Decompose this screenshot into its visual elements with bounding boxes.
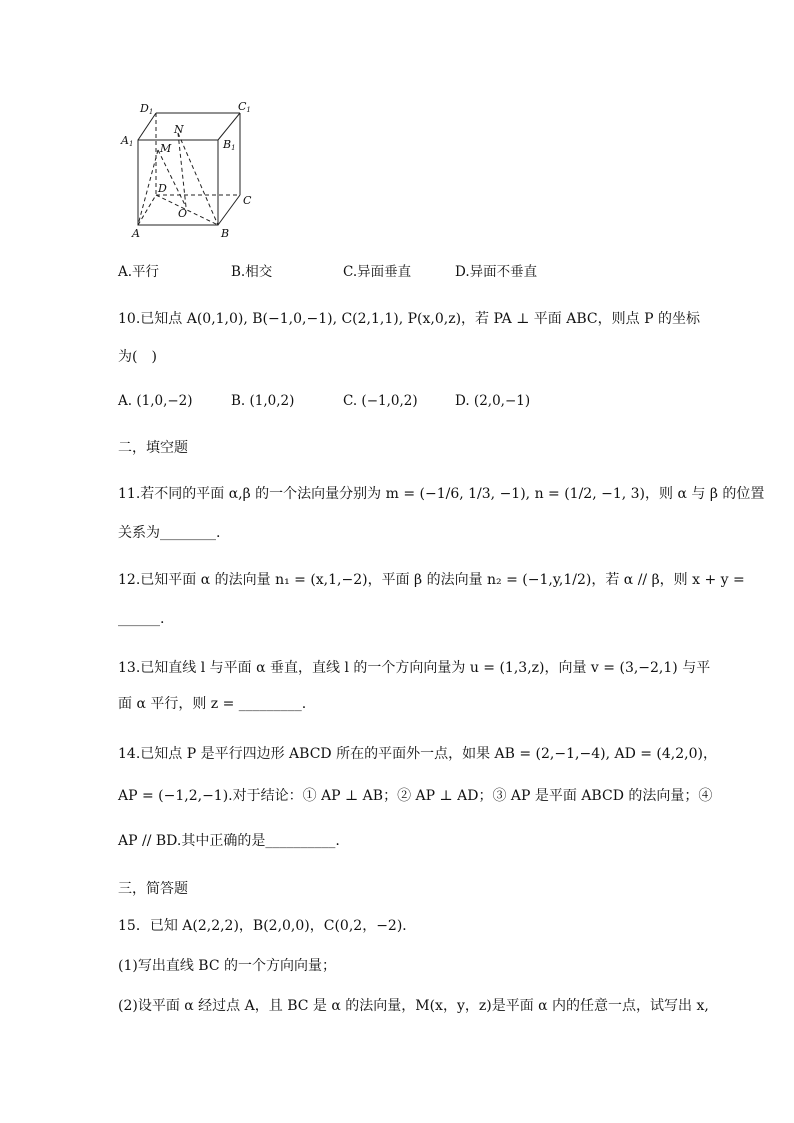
q12-line2: ______. [118, 611, 165, 627]
q10-line1: 10.已知点 A(0,1,0), B(−1,0,−1), C(2,1,1), P(x,0,z)，若 PA ⊥ 平面 ABC，则点 P 的坐标 [118, 311, 700, 327]
q14-line2: AP = (−1,2,−1).对于结论：① AP ⊥ AB；② AP ⊥ AD；③ AP 是平面 ABCD 的法向量；④ [118, 788, 713, 804]
q9-option-a: A.平行 [118, 264, 160, 280]
q11-line1: 11.若不同的平面 α,β 的一个法向量分别为 m = (−1/6, 1/3, −1), n = (1/2, −1, 3)，则 α 与 β 的位置 [118, 486, 765, 502]
q9-option-c: C.异面垂直 [343, 264, 412, 280]
label-N: N [174, 123, 184, 136]
section-answer-heading: 三，简答题 [118, 881, 188, 897]
label-M: M [160, 142, 172, 155]
q15-line3: (2)设平面 α 经过点 A，且 BC 是 α 的法向量，M(x，y，z)是平面 α 内的任意一点，试写出 x, [118, 998, 709, 1014]
q9-option-d: D.异面不垂直 [455, 264, 538, 280]
q14-line1: 14.已知点 P 是平行四边形 ABCD 所在的平面外一点，如果 AB = (2,−1,−4), AD = (4,2,0)， [118, 746, 717, 762]
q9-option-b: B.相交 [231, 264, 273, 280]
q13-line2: 面 α 平行，则 z = _________. [118, 696, 307, 712]
q10-option-c: C. (−1,0,2) [343, 393, 418, 409]
label-A: A [132, 227, 140, 240]
q13-line1: 13.已知直线 l 与平面 α 垂直，直线 l 的一个方向向量为 u = (1,3,z)，向量 v = (3,−2,1) 与平 [118, 660, 711, 676]
label-C1: C1 [238, 100, 251, 114]
q15-line1: 15．已知 A(2,2,2)，B(2,0,0)，C(0,2，−2)． [118, 918, 417, 934]
q10-option-b: B. (1,0,2) [231, 393, 295, 409]
q12-line1: 12.已知平面 α 的法向量 n₁ = (x,1,−2)，平面 β 的法向量 n₂ = (−1,y,1/2)，若 α // β，则 x + y = [118, 572, 745, 588]
cube-diagram [118, 95, 268, 240]
q10-option-d: D. (2,0,−1) [455, 393, 531, 409]
label-D: D [158, 182, 167, 195]
q14-line3: AP // BD.其中正确的是__________. [118, 833, 340, 849]
q10-option-a: A. (1,0,−2) [118, 393, 193, 409]
label-C: C [243, 194, 252, 207]
label-D1: D1 [140, 102, 154, 116]
q10-line2: 为( ) [118, 349, 157, 365]
label-A1: A1 [121, 134, 134, 148]
label-O: O [178, 207, 188, 220]
label-B: B [221, 227, 230, 240]
cube-figure [118, 95, 268, 240]
q15-line2: (1)写出直线 BC 的一个方向向量； [118, 958, 336, 974]
label-B1: B1 [223, 138, 236, 152]
q11-line2: 关系为________. [118, 525, 221, 541]
section-fill-in-heading: 二，填空题 [118, 440, 188, 456]
